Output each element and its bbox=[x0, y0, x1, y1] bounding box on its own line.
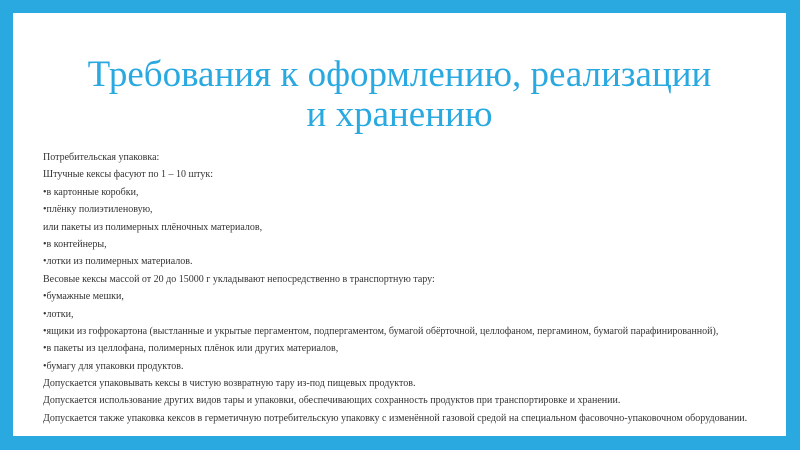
body-line-weight-cakes: Весовые кексы массой от 20 до 15000 г укладывают непосредственно в транспортную тару: bbox=[43, 273, 435, 285]
body-line-hermetic-packaging: Допускается также упаковка кексов в герметичную потребительскую упаковку с изменённой газовой средой на специальном фасовочно-упаковочном оборудовании. bbox=[43, 412, 748, 424]
body-line-bullet-polyethylene-film: •плёнку полиэтиленовую, bbox=[43, 204, 153, 216]
body-line-bullet-containers: •в контейнеры, bbox=[43, 238, 107, 250]
body-line-bullet-wrapping-paper: •бумагу для упаковки продуктов. bbox=[43, 360, 184, 372]
slide-body bbox=[43, 149, 773, 427]
slide bbox=[13, 13, 786, 436]
body-line-bullet-corrugated-boxes: •ящики из гофрокартона (выстланные и укрытые пергаментом, подпергаментом, бумагой обёрточной, целлофаном, пергамином, бумагой парафинированной), bbox=[43, 325, 719, 337]
body-line-bullet-cardboard-boxes: •в картонные коробки, bbox=[43, 186, 139, 198]
body-line-piece-cakes: Штучные кексы фасуют по 1 – 10 штук: bbox=[43, 169, 214, 181]
body-line-bullet-paper-bags: •бумажные мешки, bbox=[43, 291, 124, 303]
body-line-bullet-polymer-trays: •лотки из полимерных материалов. bbox=[43, 256, 193, 268]
body-line-polymer-film-bags: или пакеты из полимерных плёночных материалов, bbox=[43, 221, 263, 233]
slide-title-line-2: и хранению bbox=[306, 94, 493, 135]
body-line-bullet-cellophane-bags: •в пакеты из целлофана, полимерных плёнок или других материалов, bbox=[43, 343, 339, 355]
slide-title-line-1: Требования к оформлению, реализации bbox=[87, 54, 712, 95]
slide-title bbox=[13, 55, 786, 135]
body-line-returnable-containers: Допускается упаковывать кексы в чистую возвратную тару из-под пищевых продуктов. bbox=[43, 378, 416, 390]
body-line-consumer-packaging-heading: Потребительская упаковка: bbox=[43, 152, 160, 163]
body-line-bullet-trays: •лотки, bbox=[43, 308, 74, 320]
body-line-other-packaging: Допускается использование других видов тары и упаковки, обеспечивающих сохранность продуктов при транспортировке и хранении. bbox=[43, 395, 621, 407]
